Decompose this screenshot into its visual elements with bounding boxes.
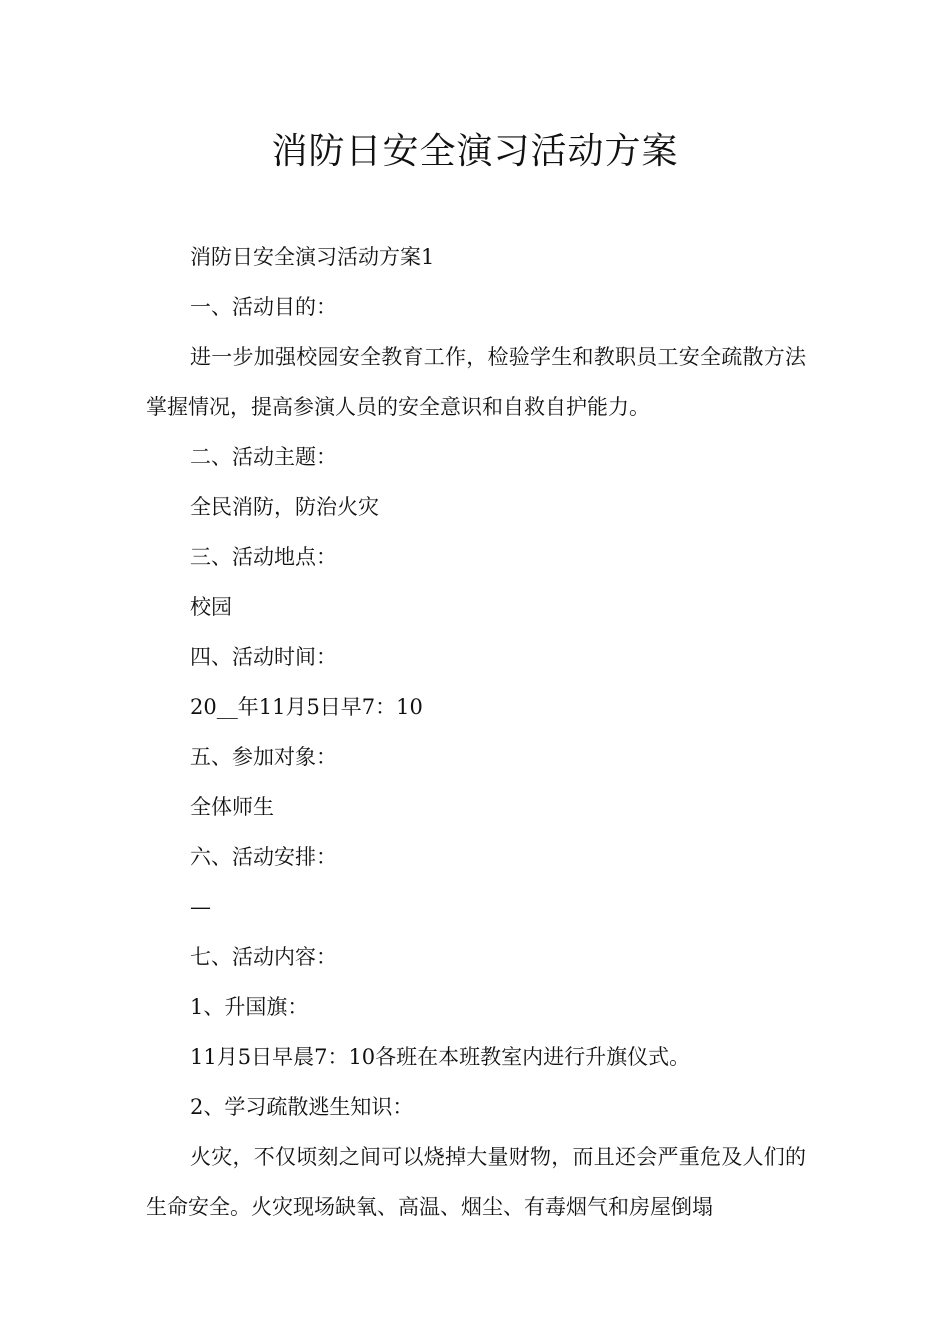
section-heading-arrangement: 六、活动安排：: [190, 845, 337, 869]
item-heading-flag: 1、升国旗：: [190, 995, 309, 1019]
flag-paragraph: 11月5日早晨7：10各班在本班教室内进行升旗仪式。: [190, 1045, 691, 1069]
item-heading-evacuation: 2、学习疏散逃生知识：: [190, 1095, 414, 1119]
section-heading-content: 七、活动内容：: [190, 945, 337, 969]
arrangement-paragraph: —: [190, 895, 211, 919]
section-heading-purpose: 一、活动目的：: [190, 295, 337, 319]
evacuation-paragraph: 火灾，不仅顷刻之间可以烧掉大量财物，而且还会严重危及人们的生命安全。火灾现场缺氧、高温、烟尘、有毒烟气和房屋倒塌: [146, 1145, 806, 1219]
time-paragraph: 20__年11月5日早7：10: [190, 695, 423, 719]
document-title: 消防日安全演习活动方案: [271, 131, 679, 172]
section-heading-theme: 二、活动主题：: [190, 445, 337, 469]
location-paragraph: 校园: [190, 595, 232, 619]
section-heading-participants: 五、参加对象：: [190, 745, 337, 769]
section-heading-location: 三、活动地点：: [190, 545, 337, 569]
participants-paragraph: 全体师生: [190, 795, 274, 819]
subtitle-paragraph: 消防日安全演习活动方案1: [190, 245, 435, 269]
theme-paragraph: 全民消防，防治火灾: [190, 495, 379, 519]
document-body: [146, 232, 806, 1232]
section-heading-time: 四、活动时间：: [190, 645, 337, 669]
purpose-paragraph: 进一步加强校园安全教育工作，检验学生和教职员工安全疏散方法掌握情况，提高参演人员的安全意识和自救自护能力。: [146, 345, 806, 419]
